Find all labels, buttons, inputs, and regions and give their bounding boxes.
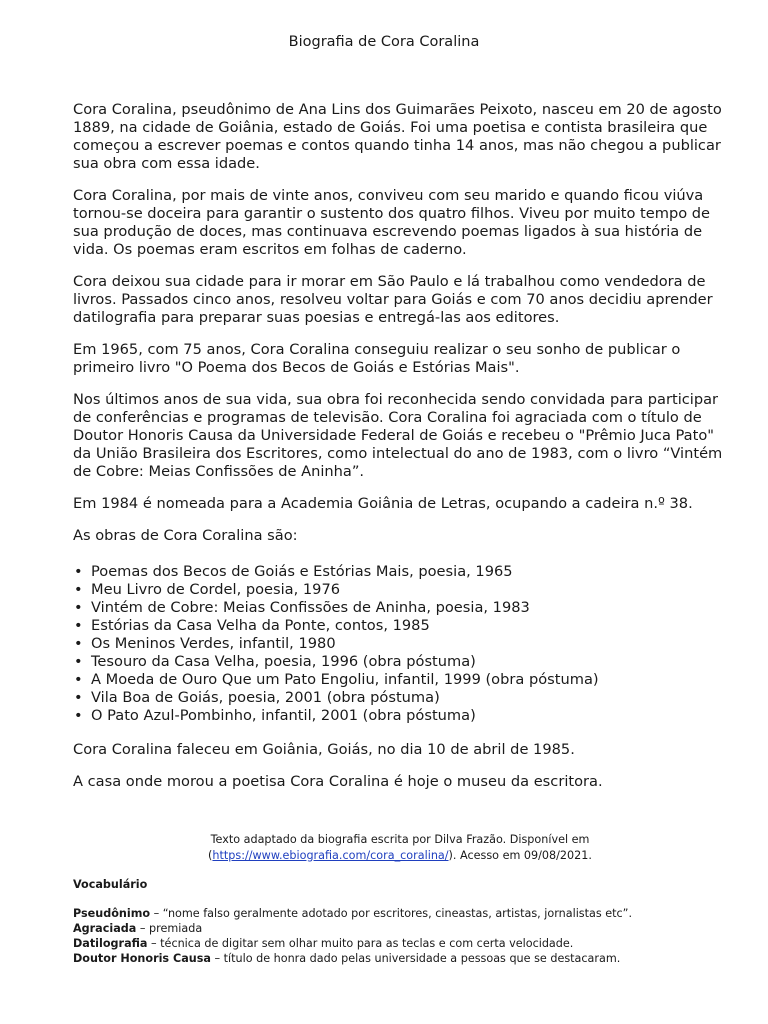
paragraph: Em 1965, com 75 anos, Cora Coralina conseguiu realizar o seu sonho de publicar o primeiro livro "O Poema dos Becos de Goiás e Estórias Mais". [73,341,681,376]
vocabulary-entry [73,921,723,936]
bullet-icon: • [74,581,83,598]
vocabulary-definition: – título de honra dado pelas universidade a pessoas que se destacaram. [210,952,621,965]
bullet-icon: • [74,689,83,706]
source-open: ( [208,848,213,862]
work-title: A Moeda de Ouro Que um Pato Engoliu, infantil, 1999 (obra póstuma) [91,671,599,688]
paragraph: Cora Coralina, pseudônimo de Ana Lins dos Guimarães Peixoto, nasceu em 20 de agosto 1889, na cidade de Goiânia, estado de Goiás. Foi uma poetisa e contista brasileira que começou a escrever poemas e contos quando tinha 14 anos, mas não chegou a publicar sua obra com essa idade. [73,101,722,172]
work-title: Poemas dos Becos de Goiás e Estórias Mais, poesia, 1965 [91,563,513,580]
work-title: Meu Livro de Cordel, poesia, 1976 [91,581,341,598]
vocabulary-entry [73,951,723,966]
bullet-icon: • [74,707,83,724]
bullet-icon: • [74,599,83,616]
bullet-icon: • [74,671,83,688]
work-title: O Pato Azul-Pombinho, infantil, 2001 (obra póstuma) [91,707,476,724]
vocabulary-term: Datilografia [73,937,148,950]
paragraph: Em 1984 é nomeada para a Academia Goiânia de Letras, ocupando a cadeira n.º 38. [73,495,693,512]
bullet-icon: • [74,617,83,634]
work-title: Vila Boa de Goiás, poesia, 2001 (obra póstuma) [91,689,440,706]
work-title: Estórias da Casa Velha da Ponte, contos, 1985 [91,617,430,634]
list-item [73,635,723,653]
work-title: Vintém de Cobre: Meias Confissões de Aninha, poesia, 1983 [91,599,530,616]
vocabulary-definition: – técnica de digitar sem olhar muito para as teclas e com certa velocidade. [147,937,574,950]
list-item [73,617,723,635]
vocabulary-definition: – “nome falso geralmente adotado por escritores, cineastas, artistas, jornalistas etc”. [150,907,633,920]
bullet-icon: • [74,563,83,580]
vocabulary-term: Doutor Honoris Causa [73,952,211,965]
list-item [73,707,723,725]
list-item [73,599,723,617]
vocabulary-section [73,877,723,966]
vocabulary-term: Agraciada [73,922,137,935]
paragraph: Nos últimos anos de sua vida, sua obra foi reconhecida sendo convidada para participar de conferências e programas de televisão. Cora Coralina foi agraciada com o título de Doutor Honoris Causa da Universidade Federal de Goiás e recebeu o "Prêmio Juca Pato" da União Brasileira dos Escritores, como intelectual do ano de 1983, com o livro “Vintém de Cobre: Meias Confissões de Aninha”. [73,391,723,480]
source-access-date: ). Acesso em 09/08/2021. [448,848,592,862]
work-title: Tesouro da Casa Velha, poesia, 1996 (obra póstuma) [91,653,476,670]
source-note [100,832,700,863]
page-title: Biografia de Cora Coralina [288,34,480,50]
closing-paragraph: A casa onde morou a poetisa Cora Coralina é hoje o museu da escritora. [73,773,603,790]
source-link[interactable]: https://www.ebiografia.com/cora_coralina/ [212,848,449,862]
works-intro: As obras de Cora Coralina são: [73,527,298,544]
vocabulary-term: Pseudônimo [73,907,151,920]
closing-paragraph: Cora Coralina faleceu em Goiânia, Goiás, no dia 10 de abril de 1985. [73,741,575,758]
list-item [73,653,723,671]
source-line-2 [100,848,700,864]
source-line: Texto adaptado da biografia escrita por Dilva Frazão. Disponível em [210,833,590,846]
vocabulary-heading: Vocabulário [73,878,148,891]
list-item [73,563,723,581]
works-list [73,563,723,725]
vocabulary-entry [73,906,723,921]
bullet-icon: • [74,635,83,652]
vocabulary-entry [73,936,723,951]
biography-body [73,101,723,805]
work-title: Os Meninos Verdes, infantil, 1980 [91,635,336,652]
bullet-icon: • [74,653,83,670]
list-item [73,671,723,689]
vocabulary-definition: – premiada [136,922,203,935]
list-item [73,689,723,707]
paragraph: Cora deixou sua cidade para ir morar em São Paulo e lá trabalhou como vendedora de livros. Passados cinco anos, resolveu voltar para Goiás e com 70 anos decidiu aprender datilografia para preparar suas poesias e entregá-las aos editores. [73,273,713,326]
paragraph: Cora Coralina, por mais de vinte anos, conviveu com seu marido e quando ficou viúva tornou-se doceira para garantir o sustento dos quatro filhos. Viveu por muito tempo de sua produção de doces, mas continuava escrevendo poemas ligados à sua história de vida. Os poemas eram escritos em folhas de caderno. [73,187,711,258]
list-item [73,581,723,599]
